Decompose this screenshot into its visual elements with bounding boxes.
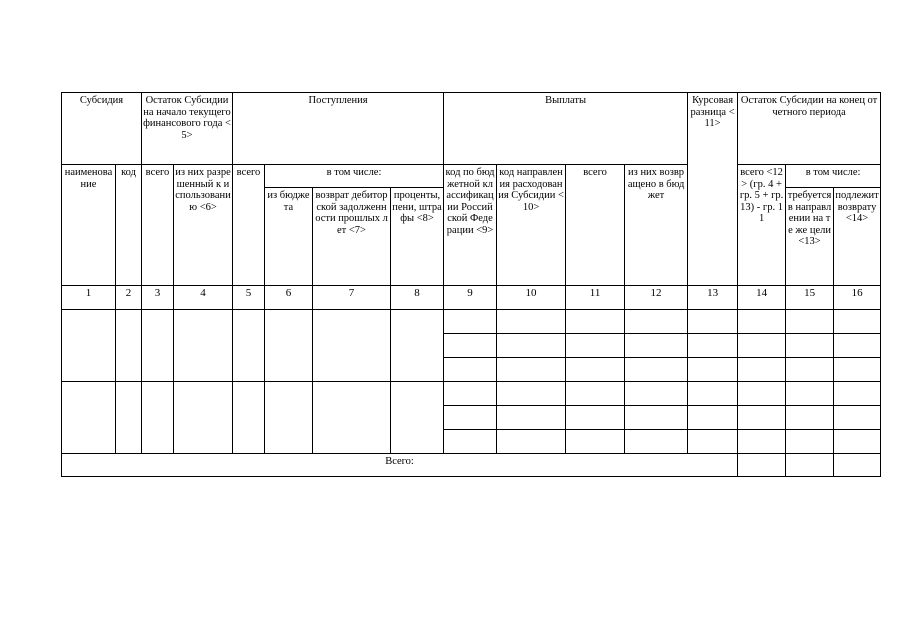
table-cell[interactable] <box>566 310 625 334</box>
column-number: 6 <box>265 286 313 310</box>
table-cell[interactable] <box>265 382 313 454</box>
column-number: 1 <box>62 286 116 310</box>
table-cell[interactable] <box>116 310 142 382</box>
table-cell[interactable] <box>233 382 265 454</box>
column-number: 8 <box>391 286 444 310</box>
table-cell[interactable] <box>497 310 566 334</box>
table-cell[interactable] <box>444 358 497 382</box>
table-cell[interactable] <box>738 358 786 382</box>
header-expense-direction-code: код направления расходования Субсидии <10> <box>497 165 566 286</box>
header-permitted-use: из них разрешенный к использованию <6> <box>174 165 233 286</box>
column-number: 12 <box>625 286 688 310</box>
table-cell[interactable] <box>834 406 881 430</box>
table-cell[interactable] <box>786 334 834 358</box>
table-cell[interactable] <box>444 334 497 358</box>
column-number: 4 <box>174 286 233 310</box>
table-cell[interactable] <box>786 382 834 406</box>
table-cell[interactable] <box>116 382 142 454</box>
column-number: 9 <box>444 286 497 310</box>
header-code: код <box>116 165 142 286</box>
header-closing-including: в том числе: <box>786 165 881 188</box>
table-cell[interactable] <box>566 406 625 430</box>
table-cell[interactable] <box>625 430 688 454</box>
column-number: 2 <box>116 286 142 310</box>
column-number: 15 <box>786 286 834 310</box>
table-cell[interactable] <box>566 382 625 406</box>
table-cell[interactable] <box>834 334 881 358</box>
total-label: Всего: <box>62 454 738 477</box>
header-exchange-difference: Курсовая разница <11> <box>688 93 738 286</box>
header-receivables-return: возврат дебиторской задолженности прошлых лет <7> <box>313 188 391 286</box>
table-cell[interactable] <box>497 382 566 406</box>
table-cell[interactable] <box>688 430 738 454</box>
table-cell[interactable] <box>834 382 881 406</box>
header-closing-total: всего <12> (гр. 4 + гр. 5 + гр. 13) - гр. 11 <box>738 165 786 286</box>
header-receipts: Поступления <box>233 93 444 165</box>
total-cell[interactable] <box>786 454 834 477</box>
table-cell[interactable] <box>738 406 786 430</box>
table-cell[interactable] <box>688 406 738 430</box>
table-cell[interactable] <box>62 310 116 382</box>
column-number: 3 <box>142 286 174 310</box>
table-cell[interactable] <box>391 310 444 382</box>
table-cell[interactable] <box>834 310 881 334</box>
table-cell[interactable] <box>497 406 566 430</box>
table-cell[interactable] <box>566 334 625 358</box>
total-cell[interactable] <box>834 454 881 477</box>
header-closing-balance: Остаток Субсидии на конец отчетного периода <box>738 93 881 165</box>
column-number: 13 <box>688 286 738 310</box>
column-number: 11 <box>566 286 625 310</box>
table-cell[interactable] <box>62 382 116 454</box>
table-cell[interactable] <box>688 358 738 382</box>
table-cell[interactable] <box>265 310 313 382</box>
table-cell[interactable] <box>625 382 688 406</box>
column-number: 5 <box>233 286 265 310</box>
table-cell[interactable] <box>738 310 786 334</box>
table-cell[interactable] <box>688 382 738 406</box>
table-cell[interactable] <box>786 358 834 382</box>
table-cell[interactable] <box>174 310 233 382</box>
subsidy-report-table <box>61 92 881 477</box>
table-cell[interactable] <box>497 358 566 382</box>
table-cell[interactable] <box>497 430 566 454</box>
table-cell[interactable] <box>738 382 786 406</box>
table-cell[interactable] <box>444 310 497 334</box>
header-needed-same-purpose: требуется в направлении на те же цели <13> <box>786 188 834 286</box>
table-cell[interactable] <box>738 430 786 454</box>
table-cell[interactable] <box>313 310 391 382</box>
column-number: 10 <box>497 286 566 310</box>
column-number: 7 <box>313 286 391 310</box>
table-cell[interactable] <box>688 310 738 334</box>
table-cell[interactable] <box>786 406 834 430</box>
table-cell[interactable] <box>142 382 174 454</box>
table-cell[interactable] <box>625 334 688 358</box>
table-cell[interactable] <box>834 430 881 454</box>
table-cell[interactable] <box>834 358 881 382</box>
column-number: 14 <box>738 286 786 310</box>
header-receipts-including: в том числе: <box>265 165 444 188</box>
header-to-be-returned: подлежит возврату <14> <box>834 188 881 286</box>
table-row <box>62 310 881 334</box>
table-cell[interactable] <box>566 430 625 454</box>
header-returned-to-budget: из них возвращено в бюджет <box>625 165 688 286</box>
table-cell[interactable] <box>786 430 834 454</box>
header-payments: Выплаты <box>444 93 688 165</box>
table-cell[interactable] <box>444 382 497 406</box>
header-payments-total: всего <box>566 165 625 286</box>
table-cell[interactable] <box>625 358 688 382</box>
table-cell[interactable] <box>444 406 497 430</box>
table-cell[interactable] <box>786 310 834 334</box>
table-cell[interactable] <box>313 382 391 454</box>
header-subsidy: Субсидия <box>62 93 142 165</box>
header-opening-total: всего <box>142 165 174 286</box>
header-opening-balance: Остаток Субсидии на начало текущего финансового года <5> <box>142 93 233 165</box>
table-cell[interactable] <box>497 334 566 358</box>
column-number: 16 <box>834 286 881 310</box>
table-cell[interactable] <box>142 310 174 382</box>
header-name: наименование <box>62 165 116 286</box>
table-cell[interactable] <box>688 334 738 358</box>
header-budget-class-code: код по бюджетной классификации Российской Федерации <9> <box>444 165 497 286</box>
table-cell[interactable] <box>625 310 688 334</box>
table-cell[interactable] <box>233 310 265 382</box>
table-cell[interactable] <box>738 334 786 358</box>
table-cell[interactable] <box>625 406 688 430</box>
total-row <box>62 454 881 477</box>
column-numbers-row <box>62 286 881 310</box>
header-interest-penalties: проценты, пени, штрафы <8> <box>391 188 444 286</box>
table-cell[interactable] <box>444 430 497 454</box>
header-receipts-total: всего <box>233 165 265 286</box>
table-row <box>62 382 881 406</box>
table-cell[interactable] <box>174 382 233 454</box>
header-from-budget: из бюджета <box>265 188 313 286</box>
table-cell[interactable] <box>391 382 444 454</box>
total-cell[interactable] <box>738 454 786 477</box>
table-cell[interactable] <box>566 358 625 382</box>
